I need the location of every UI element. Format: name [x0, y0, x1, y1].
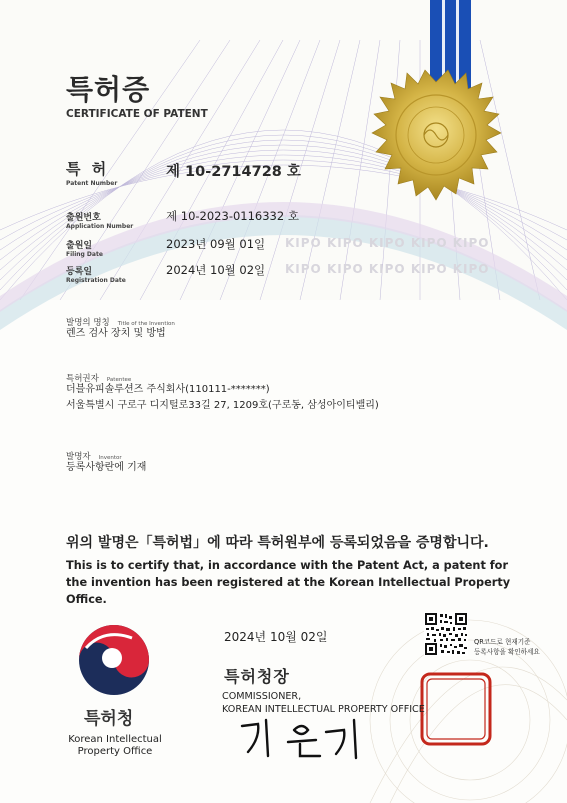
issue-date: 2024년 10월 02일: [224, 630, 328, 644]
application-number-label-en: Application Number: [66, 223, 134, 230]
invention-title-value: 렌즈 검사 장치 및 방법: [66, 328, 166, 339]
qr-code-icon: [424, 612, 468, 656]
inventor-label: 발명자: [66, 452, 91, 462]
qr-note: [474, 637, 554, 657]
filing-date-value: 2023년 09월 01일: [166, 237, 266, 251]
qr-note-line2: 등록사항을 확인하세요: [474, 648, 540, 656]
patent-number-label: 특 허: [66, 160, 110, 178]
patentee-label-en: Patentee: [106, 377, 132, 383]
registration-date-value: 2024년 10월 02일: [166, 263, 266, 277]
inventor-label-en: Inventor: [98, 455, 122, 461]
kipo-watermark: KIPO KIPO KIPO KIPO KIPO: [285, 236, 490, 250]
application-number-value: 제 10-2023-0116332 호: [166, 209, 299, 223]
invention-title-label: 발명의 명칭: [66, 318, 110, 328]
registration-date-label-en: Registration Date: [66, 277, 126, 284]
office-name-en-line1: Korean Intellectual: [68, 734, 162, 745]
office-name-ko: 특허청: [84, 709, 134, 729]
filing-date-label-en: Filing Date: [66, 251, 103, 258]
certification-statement-ko: 위의 발명은「특허법」에 따라 특허원부에 등록되었음을 증명합니다.: [66, 535, 489, 551]
certificate-subtitle: CERTIFICATE OF PATENT: [66, 108, 208, 120]
office-name-en-line2: Property Office: [77, 746, 153, 757]
commissioner-title-ko: 특허청장: [224, 667, 290, 686]
inventor-value: 등록사항란에 기재: [66, 462, 147, 473]
office-name-en: [60, 734, 170, 758]
kipo-logo-icon: [79, 625, 149, 695]
patentee-address: 서울특별시 구로구 디지털로33길 27, 1209호(구로동, 삼성아이티밸리): [66, 400, 379, 411]
application-number-label: 출원번호: [66, 213, 101, 223]
patentee-label: 특허권자: [66, 374, 99, 384]
invention-title-label-en: Title of the Invention: [117, 321, 175, 327]
patent-number-value: 제 10-2714728 호: [166, 164, 301, 180]
registration-date-label: 등록일: [66, 267, 93, 277]
commissioner-signature-icon: [236, 712, 376, 762]
commissioner-title-en-line2: KOREAN INTELLECTUAL PROPERTY OFFICE: [222, 704, 425, 715]
patent-number-label-en: Patent Number: [66, 180, 118, 187]
filing-date-label: 출원일: [66, 241, 93, 251]
certificate-title: 특허증: [66, 73, 151, 106]
kipo-watermark: KIPO KIPO KIPO KIPO KIPO: [285, 262, 490, 276]
commissioner-title-en-line1: COMMISSIONER,: [222, 691, 302, 702]
qr-note-line1: QR코드로 현재기준: [474, 638, 531, 646]
certification-statement-en: This is to certify that, in accordance with the Patent Act, a patent for the invention has been registered at the Korean Intellectual Property Office.: [66, 559, 511, 606]
patentee-name: 더블유피솔루션즈 주식회사(110111-*******): [66, 384, 270, 395]
